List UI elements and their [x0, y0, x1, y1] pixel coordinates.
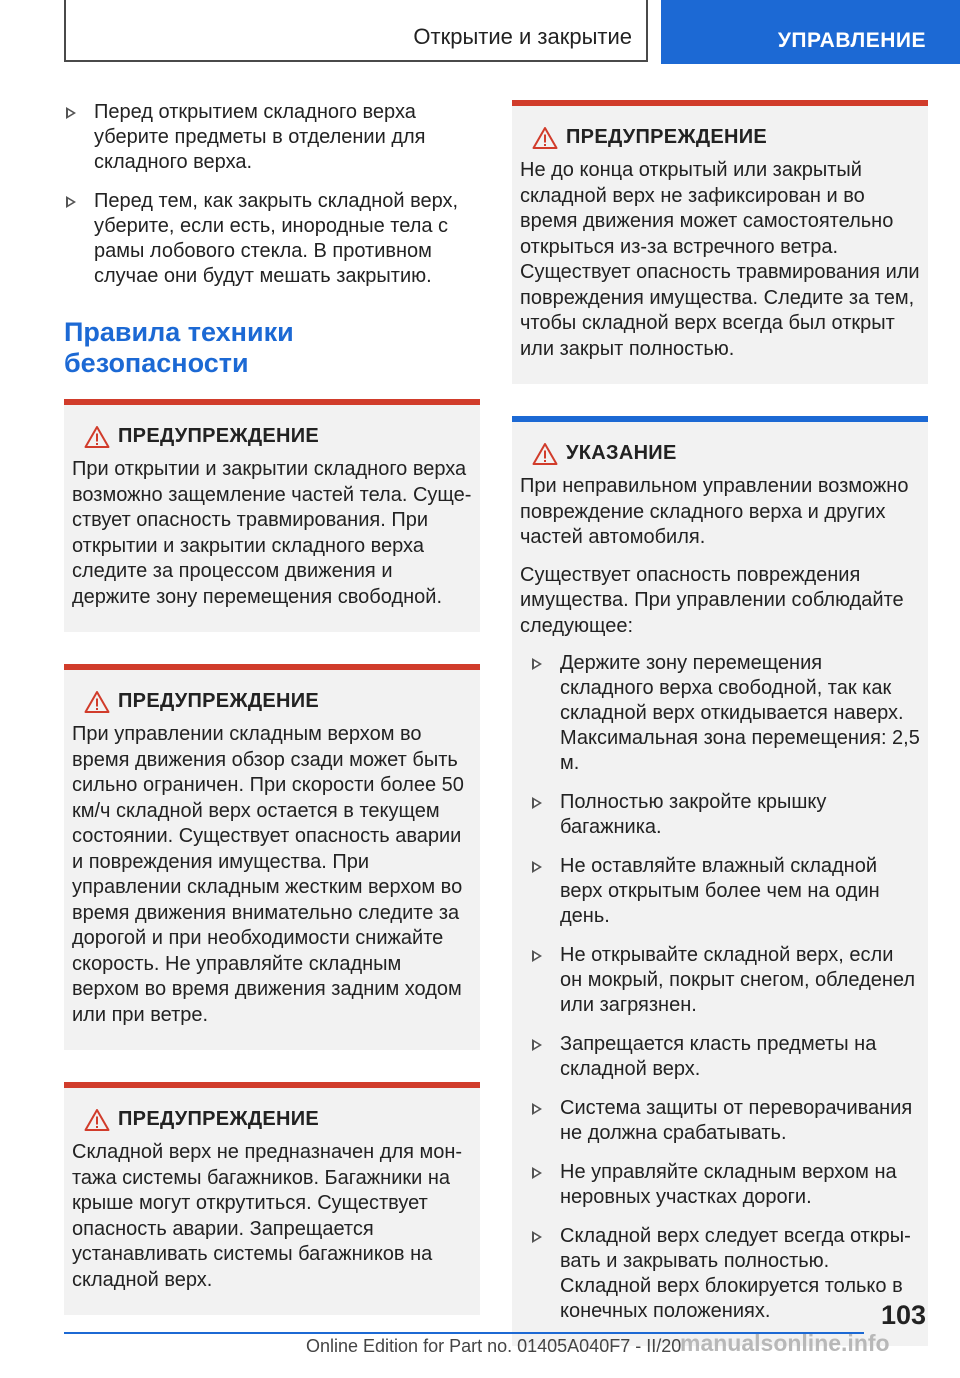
triangle-bullet-icon: [532, 861, 542, 873]
warning-header: [72, 425, 472, 453]
list-item: [530, 1032, 920, 1082]
warning-title: ПРЕДУПРЕЖДЕНИЕ: [118, 1108, 320, 1130]
triangle-bullet-icon: [66, 196, 76, 208]
list-item-text: Не открывайте складной верх, если он мокрый, покрыт снегом, обледенел или загрязнен.: [560, 944, 916, 1016]
warning-text: При управлении складным верхом во время движения обзор сзади может быть сильно ограничен. При скорости более 50 км/ч складной верх остается в текущем состоянии. Существует опасность аварии и повреждения имущества. При управлении складным жестким верхом во время движения внимательно следите за дорогой и при необходимости снижайте скорость. Не управляйте складным верхом во время движения задним ходом или при ветре.: [72, 723, 464, 1026]
notice-title: УКАЗАНИЕ: [566, 442, 677, 464]
triangle-bullet-icon: [532, 1167, 542, 1179]
triangle-bullet-icon: [66, 107, 76, 119]
triangle-bullet-icon: [532, 1039, 542, 1051]
list-item: [530, 943, 920, 1018]
list-item: [530, 651, 920, 776]
warning-title: ПРЕДУПРЕЖДЕНИЕ: [118, 690, 320, 712]
triangle-bullet-icon: [532, 950, 542, 962]
warning-triangle-icon: [532, 442, 558, 466]
list-item-text: Перед открытием складного верха уберите предметы в отделении для складного верха.: [94, 101, 426, 173]
list-item-text: Перед тем, как закрыть складной верх, уберите, если есть, инородные тела с рамы лобового стекла. В противном случае они будут мешать закрытию.: [94, 190, 459, 287]
warning-title: ПРЕДУПРЕЖДЕНИЕ: [566, 126, 768, 148]
warning-box: [64, 1082, 480, 1315]
list-item-text: Не управляйте складным верхом на неровных участках дороги.: [560, 1161, 897, 1208]
list-item: [64, 189, 480, 289]
warning-triangle-icon: [84, 1108, 110, 1132]
warning-header: [72, 1108, 472, 1136]
warning-box: [512, 100, 928, 384]
warning-triangle-icon: [84, 690, 110, 714]
warning-text: При открытии и закрытии складного верха возможно защемление частей тела. Существует опасность травмирования. При открытии и закрытии складного верха следите за процессом движения и держите зону перемещения свободной.: [72, 458, 472, 608]
list-item-text: Полностью закройте крышку багажника.: [560, 791, 827, 838]
notice-paragraph: Существует опасность повреждения имущества. При управлении соблюдайте следующее:: [520, 563, 904, 637]
triangle-bullet-icon: [532, 1103, 542, 1115]
header-section-title: Открытие и закрытие: [413, 24, 632, 49]
warning-triangle-icon: [532, 126, 558, 150]
warning-text: Не до конца открытый или закрытый складной верх не зафиксирован и во время движения может самостоятельно открыться из-за встречного ветра. Существует опасность травмирования или повреждения имущества. Следите за тем, чтобы складной верх всегда был открыт или закрыт полностью.: [520, 159, 920, 360]
notice-header: [520, 442, 920, 470]
list-item-text: Складной верх следует всегда открывать и закрывать полностью. Складной верх блокируется только в конечных положениях.: [560, 1225, 911, 1322]
list-item-text: Держите зону перемещения складного верха свободной, так как складной верх откидывается наверх. Максимальная зона перемещения: 2,5 м.: [560, 652, 920, 774]
warning-box: [64, 399, 480, 632]
section-heading: Правила техники безопасности: [64, 317, 294, 378]
header-chapter-box: [661, 0, 960, 64]
list-item: [530, 854, 920, 929]
list-item: [530, 1096, 920, 1146]
left-column: [64, 100, 480, 1347]
warning-title: ПРЕДУПРЕЖДЕНИЕ: [118, 425, 320, 447]
list-item: [64, 100, 480, 175]
header-section-box: [64, 0, 648, 62]
triangle-bullet-icon: [532, 658, 542, 670]
list-item: [530, 1160, 920, 1210]
warning-triangle-icon: [84, 425, 110, 449]
triangle-bullet-icon: [532, 797, 542, 809]
right-column: [512, 100, 928, 1378]
page-number: 103: [880, 1300, 926, 1330]
watermark-logo: manualsonline.info: [680, 1330, 890, 1356]
list-item-text: Не оставляйте влажный складной верх открытым более чем на один день.: [560, 855, 880, 927]
list-item: [530, 790, 920, 840]
warning-box: [64, 664, 480, 1050]
list-item-text: Запрещается класть предметы на складной верх.: [560, 1033, 877, 1080]
warning-text: Складной верх не предназначен для монтажа системы багажников. Багажники на крыше могут открутиться. Существует опасность аварии. Запрещается устанавливать системы багажников на складной верх.: [72, 1141, 463, 1291]
footer-edition: Online Edition for Part no. 01405A040F7 - II/20: [306, 1336, 682, 1356]
header-chapter-title: УПРАВЛЕНИЕ: [777, 29, 926, 52]
warning-header: [520, 126, 920, 154]
notice-paragraph: При неправильном управлении возможно повреждение складного верха и других частей автомобиля.: [520, 475, 909, 548]
triangle-bullet-icon: [532, 1231, 542, 1243]
list-item-text: Система защиты от переворачивания не должна срабатывать.: [560, 1097, 913, 1144]
notice-box: [512, 416, 928, 1346]
warning-header: [72, 690, 472, 718]
list-item: [530, 1224, 920, 1324]
